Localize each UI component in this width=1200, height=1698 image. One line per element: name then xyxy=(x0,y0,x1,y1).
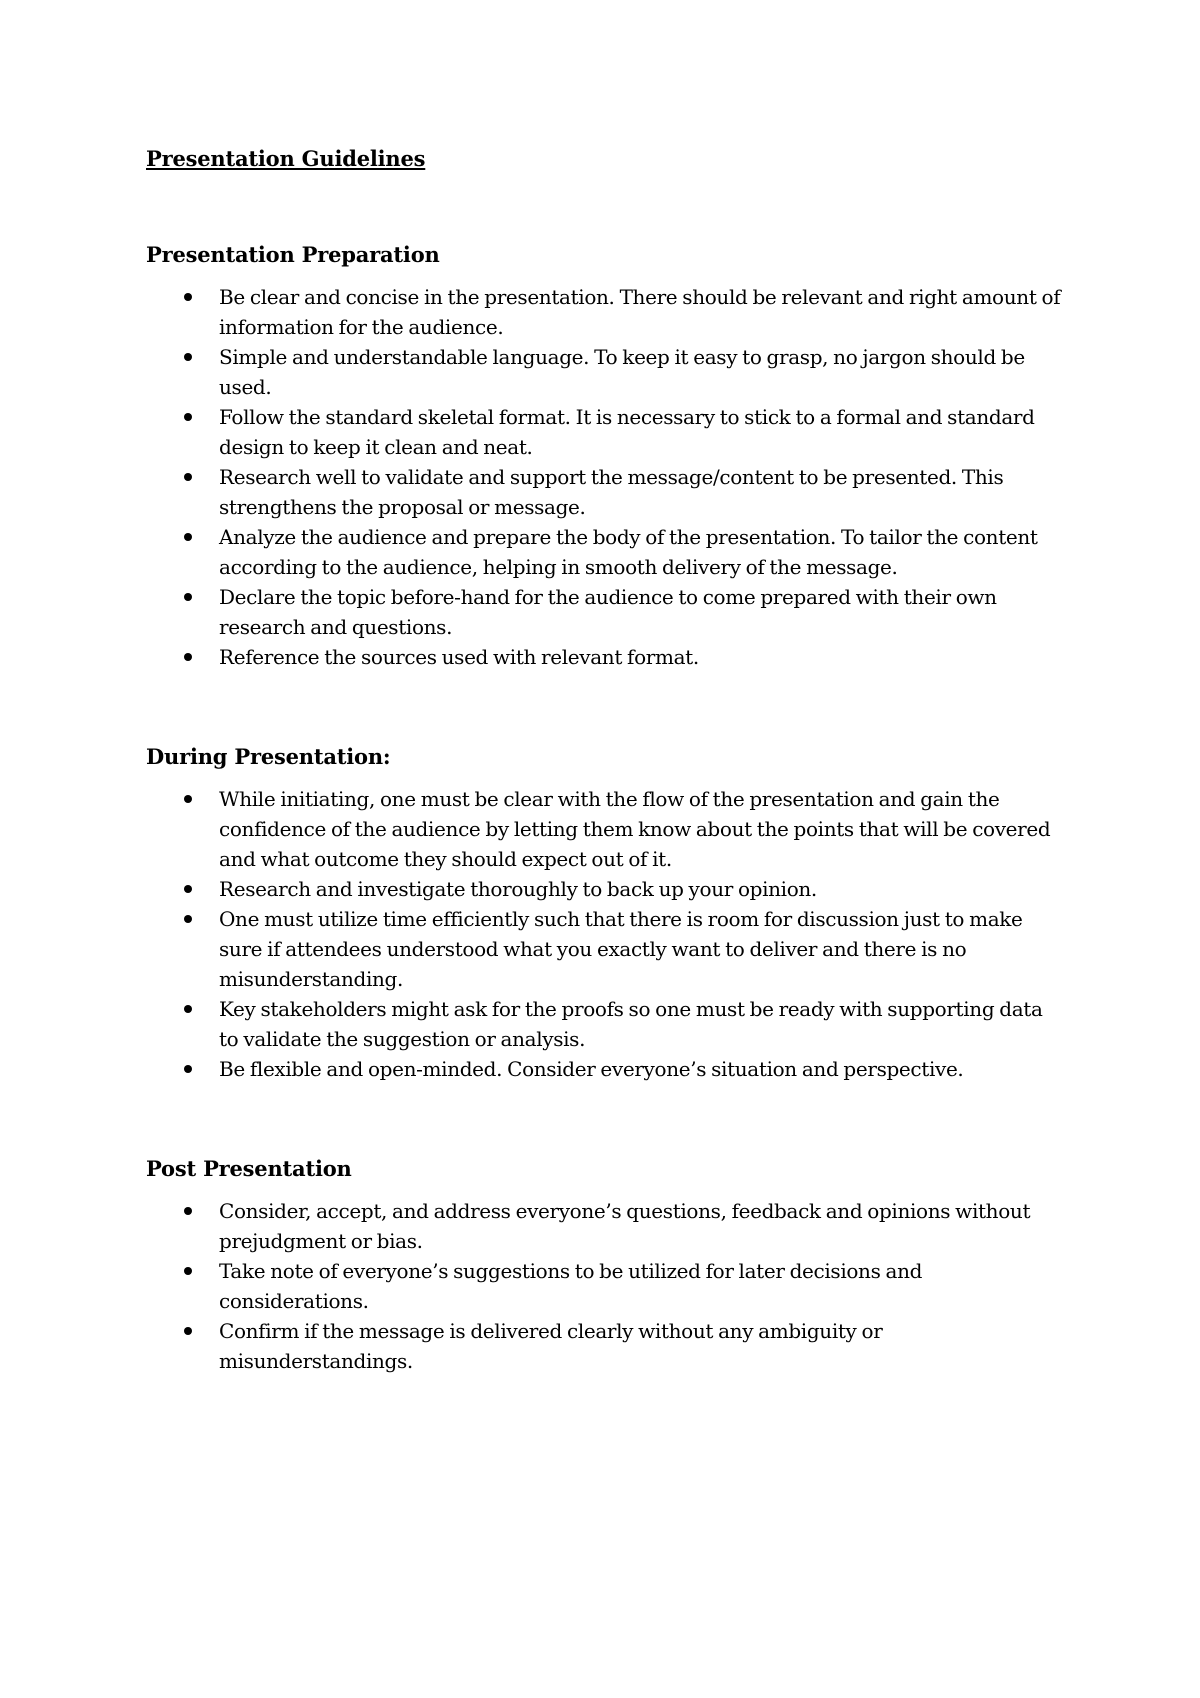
list-item xyxy=(146,904,1066,994)
section-heading: Presentation Preparation xyxy=(146,242,440,267)
list-item-text: Consider, accept, and address everyone’s questions, feedback and opinions without prejudgment or bias. xyxy=(219,1199,1031,1253)
list-item-text: Take note of everyone’s suggestions to be utilized for later decisions and considerations. xyxy=(219,1259,923,1313)
list-item xyxy=(146,342,1066,402)
bullet-icon xyxy=(184,1005,192,1013)
bullet-icon xyxy=(184,915,192,923)
list-item xyxy=(146,282,1066,342)
list-item xyxy=(146,874,1066,904)
list-item-text: Key stakeholders might ask for the proofs so one must be ready with supporting data to validate the suggestion or analysis. xyxy=(219,997,1043,1051)
list-item xyxy=(146,462,1066,522)
bullet-icon xyxy=(184,1327,192,1335)
list-item-text: While initiating, one must be clear with the flow of the presentation and gain the confidence of the audience by letting them know about the points that will be covered and what outcome they should expect out of it. xyxy=(219,787,1051,871)
section-heading: During Presentation: xyxy=(146,744,391,769)
list-item-text: Analyze the audience and prepare the body of the presentation. To tailor the content according to the audience, helping in smooth delivery of the message. xyxy=(219,525,1038,579)
bullet-icon xyxy=(184,795,192,803)
bullet-icon xyxy=(184,1065,192,1073)
list-item-text: Follow the standard skeletal format. It is necessary to stick to a formal and standard design to keep it clean and neat. xyxy=(219,405,1035,459)
section-heading: Post Presentation xyxy=(146,1156,352,1181)
list-item-text: One must utilize time efficiently such that there is room for discussion just to make sure if attendees understood what you exactly want to deliver and there is no misunderstanding. xyxy=(219,907,1023,991)
list-item-text: Confirm if the message is delivered clearly without any ambiguity or misunderstandings. xyxy=(219,1319,883,1373)
list-item xyxy=(146,402,1066,462)
list-item xyxy=(146,582,1066,642)
list-item-text: Declare the topic before-hand for the audience to come prepared with their own research and questions. xyxy=(219,585,997,639)
list-item-text: Be flexible and open-minded. Consider everyone’s situation and perspective. xyxy=(219,1057,964,1081)
bullet-icon xyxy=(184,1267,192,1275)
bullet-icon xyxy=(184,1207,192,1215)
section-post xyxy=(146,1154,1066,1376)
bullet-icon xyxy=(184,533,192,541)
bullet-icon xyxy=(184,885,192,893)
list-item xyxy=(146,522,1066,582)
list-item xyxy=(146,642,1066,672)
list-item-text: Simple and understandable language. To keep it easy to grasp, no jargon should be used. xyxy=(219,345,1025,399)
section-during xyxy=(146,742,1066,1084)
document-title: Presentation Guidelines xyxy=(146,146,426,171)
bullet-list xyxy=(146,1196,1066,1376)
list-item xyxy=(146,994,1066,1054)
list-item-text: Research and investigate thoroughly to back up your opinion. xyxy=(219,877,817,901)
list-item xyxy=(146,1196,1066,1256)
list-item xyxy=(146,1256,1066,1316)
bullet-icon xyxy=(184,473,192,481)
bullet-icon xyxy=(184,353,192,361)
list-item-text: Be clear and concise in the presentation. There should be relevant and right amount of information for the audience. xyxy=(219,285,1061,339)
bullet-list xyxy=(146,282,1066,672)
list-item xyxy=(146,784,1066,874)
list-item xyxy=(146,1054,1066,1084)
list-item-text: Reference the sources used with relevant format. xyxy=(219,645,699,669)
list-item-text: Research well to validate and support the message/content to be presented. This strengthens the proposal or message. xyxy=(219,465,1004,519)
section-preparation xyxy=(146,240,1066,672)
bullet-icon xyxy=(184,653,192,661)
list-item xyxy=(146,1316,1066,1376)
bullet-icon xyxy=(184,593,192,601)
bullet-icon xyxy=(184,293,192,301)
bullet-list xyxy=(146,784,1066,1084)
bullet-icon xyxy=(184,413,192,421)
